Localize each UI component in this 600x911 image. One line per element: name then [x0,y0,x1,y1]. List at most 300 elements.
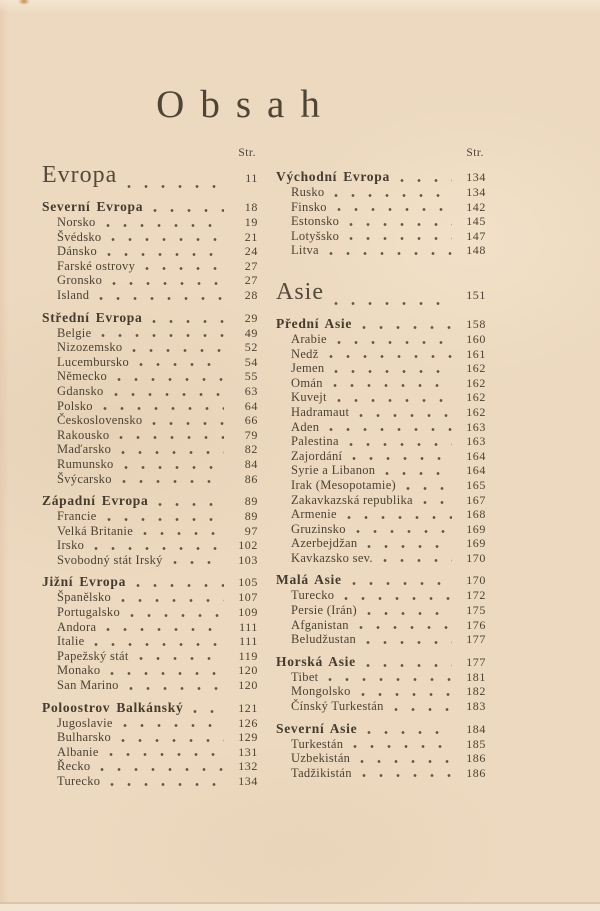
dot-leader [351,572,452,588]
entry-label: Estonsko [291,214,340,229]
toc-entry [57,399,258,414]
toc-entry [57,355,258,370]
entry-label: San Marino [57,678,119,693]
page-number: 186 [466,765,486,780]
toc-section-header [42,493,258,509]
page-number: 148 [466,243,486,258]
dot-leader [393,699,452,714]
page-number: 175 [466,603,486,618]
dot-leader [359,751,452,766]
toc-entry [57,538,258,553]
dot-leader [332,376,452,391]
page-number: 103 [238,552,258,567]
entry-label: Nizozemsko [57,340,123,355]
dot-leader [382,551,452,566]
page-number: 142 [466,199,486,214]
entry-label: Turecko [291,588,335,603]
entry-label: Gronsko [57,273,103,288]
entry-label: Francie [57,509,97,524]
toc-entry [57,273,258,288]
page-number: 167 [466,492,486,507]
page-number: 160 [466,331,486,346]
toc-entry [291,185,486,200]
str-column-header: Str. [238,147,256,159]
toc-entry [291,229,486,244]
page-number: 126 [238,715,258,730]
entry-label: Poloostrov Balkánský [42,699,184,715]
dot-leader [327,670,452,685]
page-number: 89 [244,494,258,509]
page-number: 165 [466,477,486,492]
entry-label: Švédsko [57,229,102,244]
dot-leader [361,316,452,332]
dot-leader [384,463,452,478]
toc-major-heading [42,162,258,191]
page-number: 49 [244,325,258,340]
page-number: 89 [244,509,258,524]
page-number: 82 [244,442,258,457]
entry-label: Palestina [291,434,339,449]
toc-section-header [276,316,486,332]
dot-leader [366,536,452,551]
dot-leader [129,605,224,620]
page-number: 147 [466,228,486,243]
page-number: 105 [238,575,258,590]
entry-label: Rusko [291,185,325,199]
entry-label: Polsko [57,398,93,413]
toc-entry [57,678,258,693]
page-number: 54 [244,354,258,369]
entry-label: Persie (Irán) [291,603,358,618]
entry-label: Irsko [57,538,85,553]
entry-label: Jemen [291,361,325,376]
entry-label: Litva [291,243,319,258]
page-number: 19 [244,215,258,229]
page-number: 169 [466,521,486,536]
dot-leader [93,538,224,553]
dot-leader [333,185,452,200]
dot-leader [93,634,224,649]
dot-leader [352,737,452,752]
entry-label: Norsko [57,215,96,229]
entry-label: Zajordání [291,448,343,463]
entry-label: Zakavkazská republika [291,492,413,507]
page-number: 145 [466,214,486,229]
dot-leader [138,355,224,370]
page-number: 120 [238,678,258,693]
dot-leader [110,230,224,245]
toc-entry [57,230,258,245]
dot-leader [142,524,224,539]
toc-entry [291,376,486,391]
toc-entry [57,605,258,620]
page-number: 79 [244,427,258,442]
entry-label: Španělsko [57,590,112,605]
toc-entry [291,390,486,405]
page-number: 52 [244,340,258,355]
page-number: 111 [239,619,258,634]
toc-entry [57,259,258,274]
toc-entry [291,522,486,537]
page-number: 64 [244,398,258,413]
toc-column-left [42,147,258,789]
toc-major-heading [276,279,486,308]
toc-entry [57,472,258,487]
page-number: 86 [244,471,258,486]
dot-leader [333,361,452,376]
dot-leader [336,390,452,405]
page-number: 164 [466,463,486,478]
entry-label: Lucembursko [57,354,130,369]
entry-label: Afganistan [291,617,349,632]
page-number: 24 [244,244,258,259]
page-number: 161 [466,346,486,361]
dot-leader [361,766,452,781]
toc-entry [57,774,258,789]
page-number: 185 [466,736,486,751]
dot-leader [106,509,224,524]
dot-leader [348,214,452,229]
toc-entry [57,369,258,384]
entry-label: Západní Evropa [42,493,149,509]
toc-entry [57,326,258,341]
entry-label: Island [57,287,90,302]
page-number: 111 [239,634,258,649]
toc-entry [57,590,258,605]
dot-leader [366,721,452,737]
toc-entry [57,442,258,457]
toc-entry [57,745,258,760]
page-number: 97 [244,523,258,538]
entry-label: Mongolsko [291,684,351,699]
page-number: 182 [466,684,486,699]
entry-label: Tadžikistán [291,765,352,780]
dot-leader [333,279,452,308]
dot-leader [358,618,452,633]
entry-label: Jižní Evropa [42,574,127,590]
entry-label: Československo [57,413,143,428]
toc-entry [291,347,486,362]
dot-leader [151,413,224,428]
entry-label: Evropa [42,162,118,188]
dot-leader [144,259,224,274]
entry-label: Jugoslavie [57,715,113,730]
entry-label: Rakousko [57,427,110,442]
page-number: 119 [238,648,258,663]
toc-entry [291,405,486,420]
toc-entry [291,751,486,766]
page-number: 170 [466,573,486,588]
page-number: 55 [244,369,258,384]
toc-entry [291,618,486,633]
toc-section-header [276,572,486,588]
dot-leader [365,654,452,670]
page-number: 120 [238,663,258,678]
dot-leader [151,310,224,326]
dot-leader [121,472,224,487]
entry-label: Bulharsko [57,730,112,745]
toc-entry [57,244,258,259]
toc-entry [291,243,486,258]
entry-label: Syrie a Libanon [291,463,376,478]
entry-label: Monako [57,663,101,678]
entry-label: Dánsko [57,244,97,259]
toc-entry [57,384,258,399]
dot-leader [157,493,224,509]
toc-entry [291,493,486,508]
entry-label: Horská Asie [276,653,356,669]
toc-entry [291,332,486,347]
entry-label: Kavkazsko sev. [291,550,373,565]
toc-entry [57,663,258,678]
dot-leader [366,603,452,618]
toc-section-header [276,169,486,185]
entry-label: Švýcarsko [57,471,112,486]
dot-leader [126,162,224,191]
dot-leader [152,199,224,215]
dot-leader [108,745,224,760]
page-number: 176 [466,617,486,632]
entry-label: Arabie [291,331,327,346]
dot-leader [343,588,452,603]
entry-label: Irak (Mesopotamie) [291,477,397,492]
entry-label: Přední Asie [276,315,353,331]
entry-label: Gdansko [57,383,104,398]
dot-leader [135,574,224,590]
entry-label: Hadramaut [291,404,350,419]
dot-leader [172,553,224,568]
toc-entry [291,536,486,551]
dot-leader [351,449,452,464]
toc-entry [57,759,258,774]
page-number: 107 [238,590,258,605]
entry-label: Střední Evropa [42,309,143,325]
dot-leader [105,620,224,635]
dot-leader [365,632,452,647]
page-title: Obsah [156,83,336,126]
page-number: 102 [238,538,258,553]
toc-entry [291,699,486,714]
page-number: 84 [244,456,258,471]
entry-label: Turkestán [291,736,344,751]
page-number: 66 [244,413,258,428]
toc-section-header [42,310,258,326]
toc-entry [57,428,258,443]
entry-label: Německo [57,369,107,384]
entry-label: Východní Evropa [276,169,390,184]
toc-entry [291,766,486,781]
entry-label: Maďarsko [57,442,112,457]
toc-section-header [276,721,486,737]
toc-entry [291,670,486,685]
entry-label: Armenie [291,507,337,522]
dot-leader [360,684,452,699]
toc-entry [291,551,486,566]
dot-leader [192,700,224,716]
dot-leader [405,478,452,493]
toc-column-right [276,147,486,780]
entry-label: Farské ostrovy [57,258,136,273]
toc-entry [291,588,486,603]
paper-stain [18,0,30,5]
str-column-header: Str. [466,147,484,159]
dot-leader [106,244,224,259]
page-number: 134 [466,185,486,199]
dot-leader [105,215,224,230]
entry-label: Velká Britanie [57,523,134,538]
dot-leader [111,273,224,288]
entry-label: Tibet [291,669,319,684]
entry-label: Malá Asie [276,572,342,588]
toc-entry [57,634,258,649]
toc-entry [291,420,486,435]
toc-entry [57,524,258,539]
dot-leader [131,340,224,355]
toc-section-header [276,654,486,670]
toc-entry [291,737,486,752]
page-number: 183 [466,699,486,714]
entry-label: Aden [291,419,320,434]
toc-entry [57,716,258,731]
dot-leader [100,326,224,341]
toc-entry [57,509,258,524]
entry-label: Gruzinsko [291,521,346,536]
dot-leader [118,428,224,443]
entry-label: Kuvejt [291,390,327,405]
page-number: 21 [244,229,258,244]
toc-entry [291,603,486,618]
toc-entry [291,214,486,229]
page-number: 186 [466,751,486,766]
page-number: 172 [466,588,486,603]
toc-section-header [42,199,258,215]
toc-section-header [42,700,258,716]
entry-label: Asie [276,278,324,305]
page-number: 162 [466,390,486,405]
entry-label: Portugalsko [57,605,121,620]
entry-label: Azerbejdžan [291,536,358,551]
dot-leader [120,590,224,605]
page-number: 181 [466,669,486,684]
toc-entry [291,200,486,215]
dot-leader [120,730,224,745]
page-number: 169 [466,536,486,551]
dot-leader [138,649,224,664]
entry-label: Italie [57,634,85,649]
table-of-contents [42,147,486,789]
entry-label: Čínský Turkestán [291,699,384,714]
page-number: 27 [244,273,258,288]
page-number: 28 [244,287,258,302]
toc-entry [291,434,486,449]
toc-entry [291,478,486,493]
entry-label: Belgie [57,325,92,340]
dot-leader [348,434,452,449]
toc-entry [57,413,258,428]
dot-leader [99,759,224,774]
entry-label: Papežský stát [57,648,129,663]
dot-leader [328,420,452,435]
dot-leader [122,716,224,731]
page-number: 177 [466,632,486,647]
page-number: 177 [466,654,486,669]
page-number: 184 [466,721,486,736]
dot-leader [328,243,452,258]
entry-label: Finsko [291,199,327,214]
dot-leader [346,507,452,522]
entry-label: Beludžustan [291,632,357,647]
entry-label: Albanie [57,744,99,759]
entry-label: Turecko [57,774,101,788]
dot-leader [102,399,224,414]
entry-label: Nedž [291,346,319,361]
dot-leader [128,678,224,693]
page-number: 63 [244,383,258,398]
toc-entry [57,288,258,303]
page-number: 162 [466,361,486,376]
dot-leader [109,774,224,789]
dot-leader [348,229,452,244]
entry-label: Řecko [57,759,91,774]
toc-entry [291,449,486,464]
page-number: 134 [466,170,486,184]
page-number: 164 [466,448,486,463]
page-bottom-edge [0,902,600,911]
entry-label: Lotyšsko [291,228,340,243]
entry-label: Rumunsko [57,456,114,471]
dot-leader [98,288,224,303]
dot-leader [399,169,452,185]
page-number: 29 [244,310,258,325]
dot-leader [336,200,452,215]
dot-leader [355,522,452,537]
toc-entry [291,507,486,522]
toc-entry [291,361,486,376]
page-number: 158 [466,316,486,331]
dot-leader [358,405,452,420]
toc-entry [57,340,258,355]
dot-leader [113,384,224,399]
toc-entry [57,730,258,745]
page-number: 11 [245,171,258,185]
toc-entry [291,632,486,647]
dot-leader [123,457,224,472]
entry-label: Andora [57,619,97,634]
page-number: 162 [466,375,486,390]
entry-label: Svobodný stát Irský [57,552,163,567]
toc-entry [57,649,258,664]
toc-entry [291,684,486,699]
page-number: 168 [466,507,486,522]
page-number: 134 [238,774,258,788]
page-number: 131 [238,744,258,759]
page-number: 170 [466,550,486,565]
dot-leader [109,663,224,678]
toc-entry [291,463,486,478]
entry-label: Omán [291,375,323,390]
dot-leader [336,332,452,347]
toc-entry [57,620,258,635]
dot-leader [120,442,224,457]
page-number: 27 [244,258,258,273]
toc-entry [57,457,258,472]
page-number: 109 [238,605,258,620]
page-number: 121 [238,700,258,715]
page-number: 151 [466,287,486,302]
toc-entry [57,215,258,230]
entry-label: Severní Asie [276,720,358,736]
dot-leader [328,347,452,362]
